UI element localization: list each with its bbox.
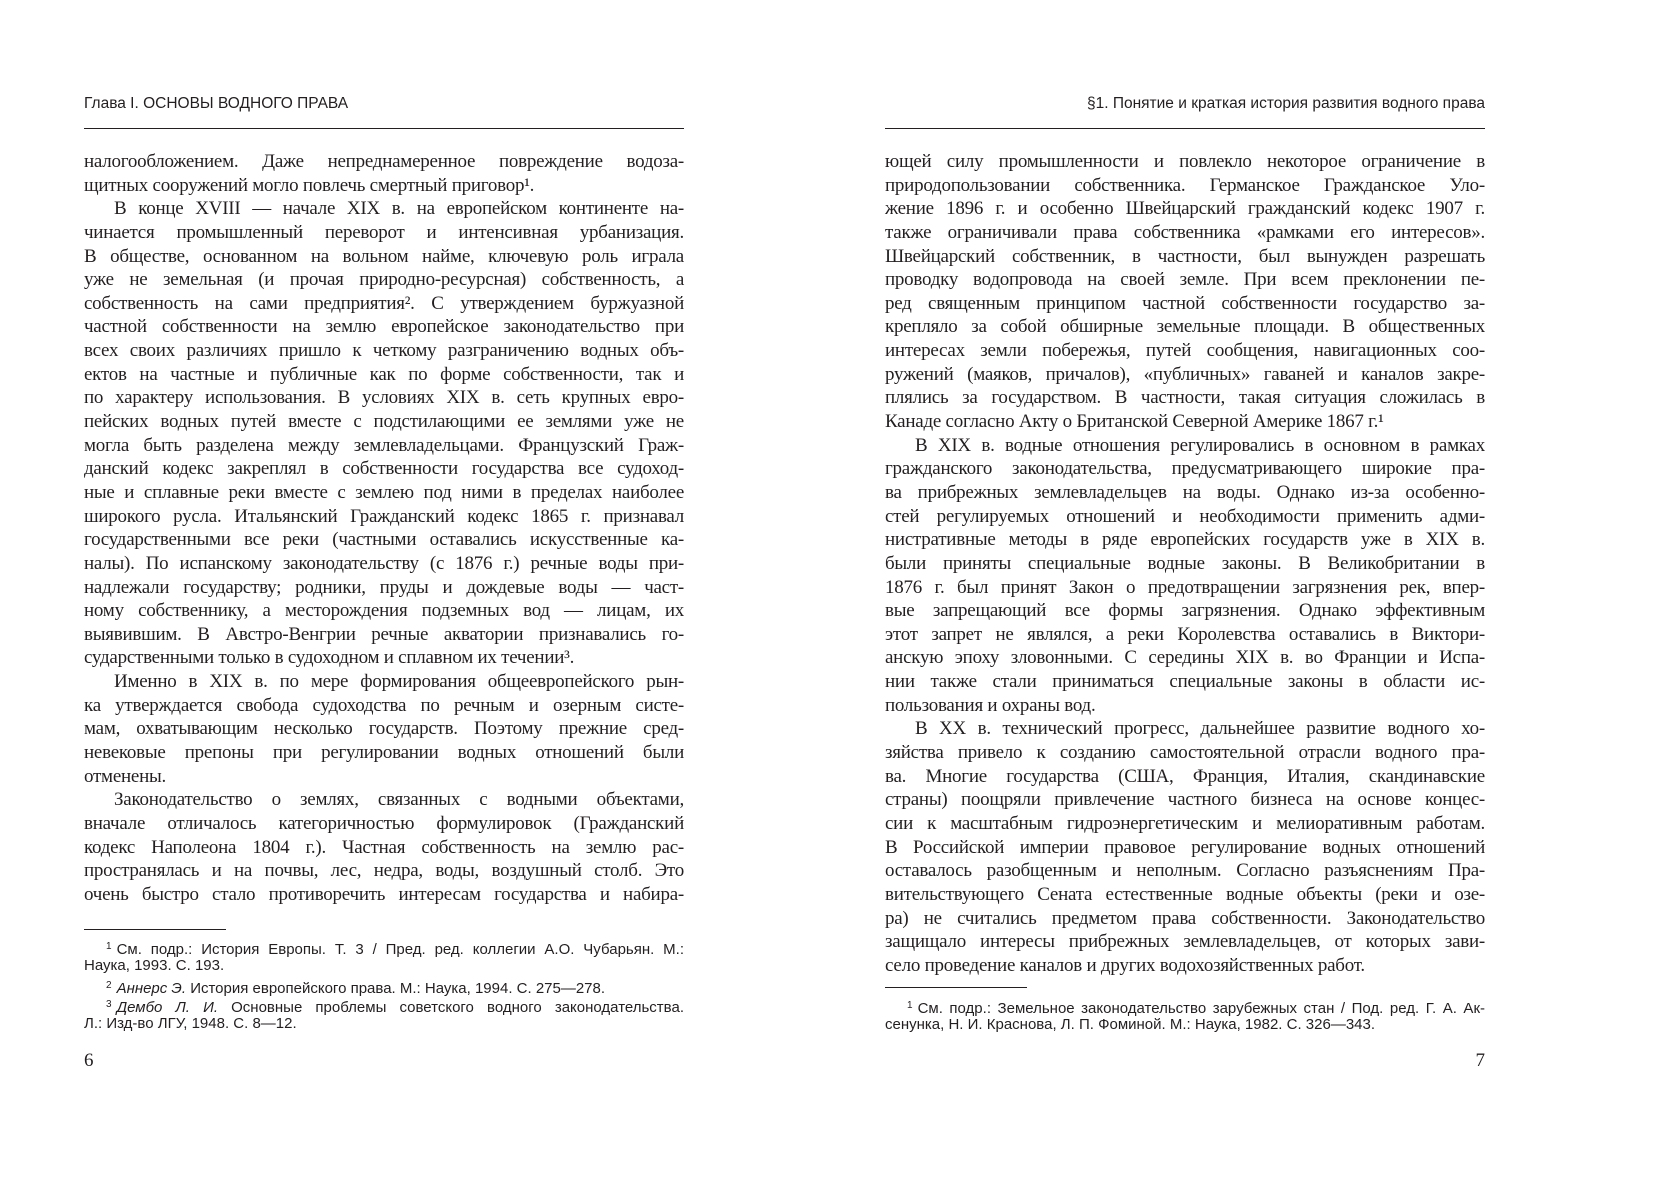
footnote [885, 996, 1485, 1035]
text-line: налы). По испанскому законодательству (с 1876 г.) речные воды при- [84, 552, 684, 574]
text-line: В Российской империи правовое регулирование водных отношений [885, 836, 1485, 858]
text-line: ному собственнику, а месторождения подземных вод — лицам, их [84, 600, 684, 622]
footnote-separator [84, 929, 226, 930]
page-number: 6 [84, 1050, 94, 1071]
text-line: ружений (маяков, причалов), «публичных» гаваней и каналов закре- [885, 363, 1485, 385]
text-line: по характеру использования. В условиях XIX в. сеть крупных евро- [84, 387, 684, 409]
text-line: вительствующего Сената естественные водные объекты (реки и озе- [885, 883, 1485, 905]
text-line: ред священным принципом частной собственности государство за- [885, 292, 1485, 314]
text-line: ные и сплавные реки вместе с землею под ними в пределах наиболее [84, 481, 684, 503]
text-line: Именно в XIX в. по мере формирования общеевропейского рын- [114, 671, 684, 693]
text-line: ка утверждается свобода судоходства по речным и озерным систе- [84, 694, 684, 716]
text-line: ра) не считались предметом права собственности. Законодательство [885, 907, 1485, 929]
paragraph [885, 150, 1485, 434]
text-line: пейских водных путей вместе с подстилающими ее землями уже не [84, 411, 684, 433]
text-line: мам, охватывающим несколько государств. Поэтому прежние сред- [84, 718, 684, 740]
text-line: стей регулируемых отношений и необходимости применить адми- [885, 505, 1485, 527]
text-line: Законодательство о землях, связанных с водными объектами, [114, 789, 684, 811]
footnote-number: 1 [106, 941, 112, 952]
text-line: проводку водопровода на своей земле. При всем преклонении пе- [885, 269, 1485, 291]
body-text [84, 150, 684, 907]
text-line: плялись за государством. В частности, такая ситуация сложилась в [885, 387, 1485, 409]
footnote-line: $^3$ Дембо Л. И. Основные проблемы советского водного законодательства. [106, 998, 684, 1016]
footnote-author: Дембо Л. И. [116, 998, 218, 1016]
text-line: надлежали государству; родники, пруды и дождевые воды — част- [84, 576, 684, 598]
text-line: крепляло за собой обширные земельные площади. В общественных [885, 316, 1485, 338]
header-rule [84, 128, 684, 129]
paragraph [84, 150, 684, 197]
body-text [885, 150, 1485, 977]
footnote-line: сенунка, Н. И. Краснова, Л. П. Фоминой. М.: Наука, 1982. С. 326—343. [885, 1016, 1376, 1034]
footnote-separator [885, 987, 1027, 988]
footnote-line: Наука, 1993. С. 193. [84, 957, 225, 975]
text-line: частной собственности на землю европейское законодательство при [84, 316, 684, 338]
paragraph [84, 788, 684, 906]
footnote-line: $^1$ См. подр.: Земельное законодательство зарубежных стан / Под. ред. Г. А. Ак- [907, 1000, 1485, 1017]
paragraph [885, 717, 1485, 977]
footnotes [84, 937, 684, 1033]
text-line: защищало интересы прибрежных землевладельцев, от которых зави- [885, 931, 1485, 953]
text-line: вые запрещающий все формы загрязнения. Однако эффективным [885, 600, 1485, 622]
text-line: Канаде согласно Акту о Британской Северной Америке 1867 г.¹ [885, 411, 1384, 433]
text-line: 1876 г. был принят Закон о предотвращении загрязнения рек, впер- [885, 576, 1485, 598]
footnote-line: $^1$ См. подр.: История Европы. Т. 3 / Пред. ред. коллегии А.О. Чубарьян. М.: [106, 941, 684, 958]
text-line: сии к масштабным гидроэнергетическим и мелиоративным работам. [885, 812, 1485, 834]
footnotes [885, 996, 1485, 1035]
text-line: В XX в. технический прогресс, дальнейшее развитие водного хо- [915, 718, 1485, 740]
paragraph [84, 670, 684, 788]
text-line: могла быть разделена между землевладельцами. Французский Граж- [84, 434, 684, 456]
text-line: ющей силу промышленности и повлекло некоторое ограничение в [885, 151, 1485, 172]
text-line: гражданского законодательства, предусматривающего широкие пра- [885, 458, 1485, 480]
header-rule [885, 128, 1485, 129]
text-line: пользования и охраны вод. [885, 694, 1096, 716]
text-line: В XIX в. водные отношения регулировались в основном в рамках [915, 434, 1485, 456]
text-line: также ограничивали права собственника «рамками его интересов». [885, 221, 1485, 243]
text-line: вначале отличалось категоричностью формулировок (Гражданский [84, 812, 684, 834]
text-line: природопользовании собственника. Германское Гражданское Уло- [885, 174, 1485, 196]
text-line: отменены. [84, 765, 167, 787]
text-line: село проведение каналов и других водохозяйственных работ. [885, 954, 1365, 976]
text-line: очень быстро стало противоречить интересам государства и набира- [84, 883, 684, 905]
footnote [84, 976, 684, 995]
footnote-number: 3 [106, 998, 112, 1010]
text-line: ектов на частные и публичные как по форме собственности, так и [84, 363, 684, 385]
text-line: уже не земельная (и прочая природно-ресурсная) собственность, а [84, 269, 684, 291]
footnote-author: Аннерс Э. [116, 979, 187, 997]
text-line: этот запрет не являлся, а реки Королевства оставались в Виктори- [885, 623, 1485, 645]
footnote-number: 1 [907, 1000, 913, 1011]
text-line: сударственными только в судоходном и сплавном их течении³. [84, 647, 575, 669]
text-line: широкого русла. Итальянский Гражданский кодекс 1865 г. признавал [84, 505, 684, 527]
text-line: налогообложением. Даже непреднамеренное повреждение водоза- [84, 151, 684, 172]
text-line: чинается промышленный переворот и интенсивная урбанизация. [84, 221, 684, 243]
text-line: оставалось разобщенным и неполным. Согласно разъяснениям Пра- [885, 860, 1485, 882]
text-line: интересах земли побережья, путей сообщения, навигационных соо- [885, 340, 1485, 362]
text-line: выявившим. В Австро-Венгрии речные акватории признавались го- [84, 623, 684, 645]
text-line: ва прибрежных землевладельцев на воды. Однако из-за особенно- [885, 481, 1485, 503]
text-line: Швейцарский собственник, в частности, был вынужден разрешать [885, 245, 1485, 267]
footnote-line: Л.: Изд-во ЛГУ, 1948. С. 8—12. [84, 1015, 297, 1033]
text-line: кодекс Наполеона 1804 г.). Частная собственность на землю рас- [84, 836, 684, 858]
footnote-number: 2 [106, 979, 112, 991]
running-header: §1. Понятие и краткая история развития водного права [1086, 95, 1485, 112]
text-line: пространялась и на почвы, лес, недра, воды, воздушный столб. Это [84, 860, 684, 882]
text-line: невековые препоны при регулировании водных отношений были [84, 742, 684, 764]
text-line: государственными все реки (частными оставались искусственные ка- [84, 529, 684, 551]
text-line: данский кодекс закреплял в собственности государства все судоход- [84, 458, 684, 480]
text-line: щитных сооружений могло повлечь смертный приговор¹. [84, 174, 535, 196]
page-number: 7 [1475, 1050, 1485, 1071]
text-line: жение 1896 г. и особенно Швейцарский гражданский кодекс 1907 г. [885, 198, 1485, 220]
text-line: нистративные методы в ряде европейских государств уже в XIX в. [885, 529, 1485, 551]
footnote-line: $^2$ Аннерс Э. История европейского права. М.: Наука, 1994. С. 275—278. [106, 979, 606, 997]
text-line: всех своих различиях пришло к четкому разграничению водных объ- [84, 340, 684, 362]
text-line: ва. Многие государства (США, Франция, Италия, скандинавские [885, 765, 1485, 787]
text-line: собственность на сами предприятия². С утверждением буржуазной [84, 292, 684, 314]
footnote [84, 995, 684, 1034]
running-header: Глава I. ОСНОВЫ ВОДНОГО ПРАВА [84, 95, 349, 112]
text-line: В конце XVIII — начале XIX в. на европейском континенте на- [114, 198, 684, 220]
paragraph [885, 434, 1485, 718]
paragraph [84, 197, 684, 670]
text-line: В обществе, основанном на вольном найме, ключевую роль играла [84, 245, 684, 267]
text-line: зяйства привело к созданию самостоятельной отрасли водного пра- [885, 742, 1485, 764]
text-line: нии также стали приниматься специальные законы в области ис- [885, 671, 1485, 693]
footnote [84, 937, 684, 976]
text-line: были приняты специальные водные законы. В Великобритании в [885, 552, 1485, 574]
text-line: страны) поощряли привлечение частного бизнеса на основе концес- [885, 789, 1485, 811]
text-line: анскую эпоху зловонными. С середины XIX в. во Франции и Испа- [885, 647, 1485, 669]
